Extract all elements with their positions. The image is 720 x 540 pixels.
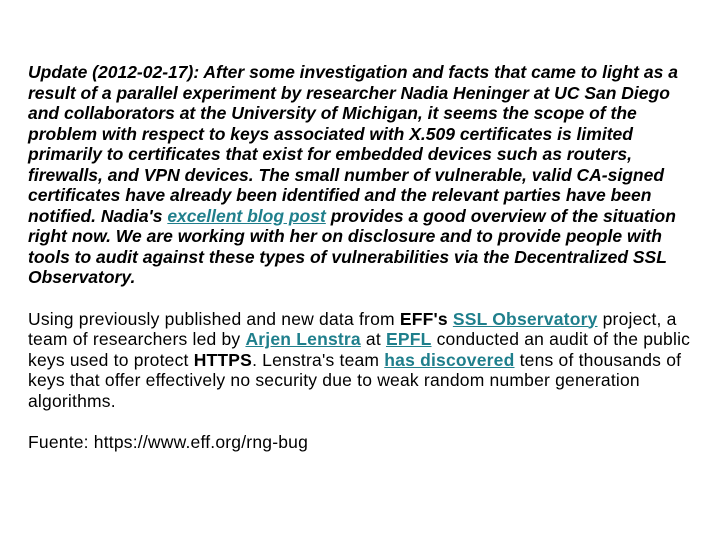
audit-text-part4: conducted an audit of the public keys used to protect (28, 329, 691, 370)
audit-text-part3: at (360, 329, 386, 349)
ssl-observatory-link[interactable]: SSL Observatory (452, 308, 598, 329)
audit-paragraph (28, 309, 704, 412)
update-paragraph (28, 62, 704, 288)
update-text-part2: provides a good overview of the situation right now. We are working with her on disclosure and to provide people with tools to audit against these types of vulnerabilities via the Decentralized SSL Observatory. (28, 205, 676, 287)
has-discovered-link[interactable]: has discovered (384, 349, 515, 370)
audit-text-part2: project, a team of researchers led by (28, 308, 677, 349)
epfl-link[interactable]: EPFL (386, 329, 432, 349)
source-line (28, 432, 704, 453)
arjen-lenstra-link[interactable]: Arjen Lenstra (245, 329, 361, 349)
https-text: HTTPS (193, 349, 253, 370)
audit-text-part6: tens of thousands of keys that offer effectively no security due to weak random number generation algorithms. (28, 349, 682, 411)
audit-text-part5: . Lenstra's team (252, 349, 385, 370)
excellent-blog-post-link[interactable]: excellent blog post (167, 205, 326, 226)
slide-content (28, 62, 704, 453)
update-text-part1: Update (2012-02-17): After some investigation and facts that came to light as a result of a parallel experiment by researcher Nadia Heninger at UC San Diego and collaborators at the University of Michigan, it seems the scope of the problem with respect to keys associated with X.509 certificates is limited primarily to certificates that exist for embedded devices such as routers, firewalls, and VPN devices. The small number of vulnerable, valid CA-signed certificates have already been identified and the relevant parties have been notified. Nadia's (28, 62, 678, 226)
audit-text-part1: Using previously published and new data from (28, 308, 400, 329)
eff-text: EFF's (399, 308, 448, 329)
source-text: Fuente: https://www.eff.org/rng-bug (28, 432, 309, 452)
